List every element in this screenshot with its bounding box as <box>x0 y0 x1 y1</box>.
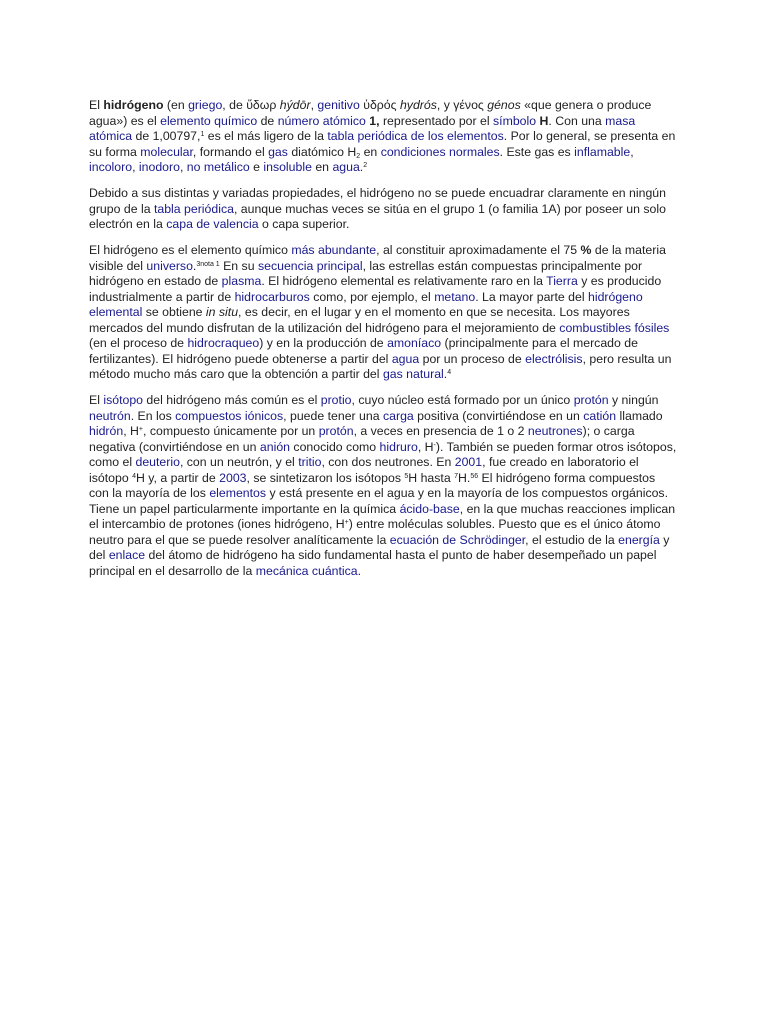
text-run: en <box>360 144 381 159</box>
wiki-link[interactable]: metano <box>434 289 476 304</box>
wiki-link[interactable]: tabla periódica <box>153 201 234 216</box>
text-run: , se sintetizaron los isótopos <box>246 470 405 485</box>
text-run: , puede tener una <box>283 408 383 423</box>
text-run: H y, a partir de <box>135 470 220 485</box>
text-run: El <box>89 393 104 407</box>
wiki-link[interactable]: más abundante <box>291 243 377 257</box>
text-run: , <box>630 144 634 159</box>
wiki-link[interactable]: tritio <box>298 455 322 469</box>
superscript: 5 <box>404 472 409 480</box>
text-run: El <box>89 98 104 112</box>
superscript: + <box>344 519 349 526</box>
wiki-link[interactable]: hidruro <box>379 439 418 454</box>
text-run: y es producido industrialmente a partir de <box>89 274 662 304</box>
paragraph-classification <box>89 186 677 233</box>
text-run: del átomo de hidrógeno ha sido fundamental hasta el punto de haber desempeñado un papel principal en el desarrollo de la <box>89 548 657 578</box>
wiki-link[interactable]: gas <box>268 144 288 159</box>
wiki-link[interactable]: gas natural <box>382 367 444 381</box>
text-run: , y γένος <box>436 98 488 112</box>
text-run: (principalmente para el mercado de fertilizantes). El hidrógeno puede obtenerse a partir del <box>89 336 638 366</box>
text-run: (en el proceso de <box>89 336 188 350</box>
wiki-link[interactable]: catión <box>583 408 617 423</box>
text-run: ) y en la producción de <box>259 336 388 350</box>
text-run: , aunque muchas veces se sitúa en el grupo 1 (o familia 1A) por poseer un solo electrón en la <box>89 201 666 231</box>
text-run: , formando el <box>192 144 269 159</box>
wiki-link[interactable]: tabla periódica de los elementos <box>327 129 504 143</box>
text-run: , pero resulta un método mucho más caro que la obtención a partir del <box>89 351 672 381</box>
wiki-link[interactable]: electrólisis <box>525 351 583 366</box>
text-run: , en la que muchas reacciones implican el intercambio de protones (iones hidrógeno, H <box>89 501 676 531</box>
article-body <box>89 98 677 590</box>
wiki-link[interactable]: elemento químico <box>160 113 258 128</box>
wiki-link[interactable]: neutrones <box>527 424 583 438</box>
wiki-link[interactable]: isótopo <box>103 393 144 407</box>
text-run: positiva (convirtiéndose en un <box>413 408 584 423</box>
wiki-link[interactable]: 2001 <box>454 455 483 469</box>
wiki-link[interactable]: insoluble <box>263 160 312 174</box>
wiki-link[interactable]: deuterio <box>135 455 180 469</box>
italic-text: hýdōr <box>279 98 311 112</box>
text-run: , H <box>123 424 139 438</box>
wiki-link[interactable]: ácido-base <box>399 501 460 516</box>
text-run: por un proceso de <box>419 351 526 366</box>
wiki-link[interactable]: hidrón <box>89 424 124 438</box>
text-run: . La mayor parte del <box>475 289 588 304</box>
text-run: llamado <box>616 408 663 423</box>
text-run: de la materia visible del <box>89 243 666 273</box>
text-run: , compuesto únicamente por un <box>143 424 319 438</box>
italic-text: hydrós <box>399 98 437 112</box>
text-run: , cuyo núcleo está formado por un único <box>351 393 574 407</box>
text-run: Debido a sus distintas y variadas propiedades, el hidrógeno no se puede encuadrar claramente en ningún grupo de la <box>89 186 666 216</box>
bold-text: 1, <box>369 113 380 128</box>
text-run: ); o carga negativa (convirtiéndose en un <box>89 424 635 454</box>
wiki-link[interactable]: protón <box>573 393 609 407</box>
text-run: , es decir, en el lugar y en el momento en que se necesita. Los mayores mercados del mundo disfrutan de la utilización del hidrógeno para el mejoramiento de <box>89 305 630 335</box>
text-run: , <box>179 160 187 174</box>
superscript: 4 <box>132 472 136 480</box>
text-run: se obtiene <box>142 305 206 319</box>
wiki-link[interactable]: genitivo <box>317 98 360 112</box>
wiki-link[interactable]: secuencia principal <box>257 258 363 273</box>
superscript: 3nota 1 <box>196 260 220 268</box>
text-run: «que genera o produce agua») es el <box>89 98 652 128</box>
text-run: , <box>132 160 139 174</box>
wiki-link[interactable]: neutrón <box>89 408 131 423</box>
text-run: y ningún <box>608 393 659 407</box>
text-run: , de ὕδωρ <box>222 98 280 112</box>
wiki-link[interactable]: compuestos iónicos <box>175 408 284 423</box>
text-run: representado por el <box>379 113 494 128</box>
text-run: y del <box>89 532 670 562</box>
wiki-link[interactable]: símbolo <box>493 113 537 128</box>
wiki-link[interactable]: mecánica cuántica <box>255 563 358 578</box>
wiki-link[interactable]: inflamable <box>574 144 631 159</box>
text-run: El hidrógeno es el elemento químico <box>89 243 292 257</box>
text-run: ). También se pueden formar otros isótopos, como el <box>89 439 677 469</box>
wiki-link[interactable]: anión <box>259 439 290 454</box>
bold-text: hidrógeno <box>103 98 164 112</box>
text-run: (en <box>163 98 189 112</box>
wiki-link[interactable]: 2003 <box>219 470 247 485</box>
wiki-link[interactable]: amoníaco <box>387 336 442 350</box>
text-run: como, por ejemplo, el <box>309 289 435 304</box>
text-run: y está presente en el agua y en la mayoría de los compuestos orgánicos. Tiene un papel particularmente importante en la química <box>89 486 668 516</box>
wiki-link[interactable]: molecular <box>140 144 193 159</box>
superscript: - <box>433 441 436 449</box>
text-run: . <box>359 160 364 174</box>
wiki-link[interactable]: Tierra <box>546 274 578 288</box>
text-run: de <box>257 113 278 128</box>
bold-text: % <box>580 243 592 257</box>
text-run: del hidrógeno más común es el <box>143 393 321 407</box>
text-run: ὑδρός <box>359 98 400 112</box>
text-run: . En los <box>130 408 176 423</box>
text-run: H. <box>458 470 471 485</box>
wiki-link[interactable]: número atómico <box>277 113 366 128</box>
paragraph-abundance <box>89 243 677 383</box>
wiki-link[interactable]: universo <box>146 258 193 273</box>
wiki-link[interactable]: protio <box>320 393 352 407</box>
wiki-link[interactable]: no metálico <box>186 160 250 174</box>
italic-text: génos <box>487 98 521 112</box>
wiki-link[interactable]: griego <box>188 98 223 112</box>
text-run: , <box>310 98 318 112</box>
text-run: o capa superior. <box>258 217 350 231</box>
text-run: , con dos neutrones. En <box>321 455 455 469</box>
superscript: 7 <box>454 472 458 480</box>
text-run: . El hidrógeno elemental es relativamente raro en la <box>261 274 547 288</box>
wiki-link[interactable]: hidrógeno elemental <box>89 289 643 319</box>
superscript: 56 <box>470 472 479 480</box>
text-run: . Con una <box>548 113 606 128</box>
wiki-link[interactable]: energía <box>618 532 660 547</box>
wiki-link[interactable]: condiciones normales <box>380 144 500 159</box>
text-run: diatómico H <box>287 144 357 159</box>
text-run: conocido como <box>290 439 380 454</box>
wiki-link[interactable]: hidrocarburos <box>234 289 310 304</box>
text-run: e <box>249 160 264 174</box>
wiki-link[interactable]: elementos <box>209 486 267 500</box>
wiki-link[interactable]: agua <box>391 351 420 366</box>
wiki-link[interactable]: hidrocraqueo <box>187 336 260 350</box>
text-run: ) entre moléculas solubles. Puesto que es el único átomo neutro para el que se puede resolver analíticamente la <box>89 517 661 547</box>
text-run: , las estrellas están compuestas principalmente por hidrógeno en estado de <box>89 258 643 288</box>
superscript: 1 <box>200 131 205 138</box>
wiki-link[interactable]: protón <box>318 424 354 438</box>
bold-text: H <box>539 113 549 128</box>
superscript: 4 <box>447 369 452 376</box>
paragraph-intro <box>89 98 677 176</box>
text-run: , con un neutrón, y el <box>179 455 299 469</box>
wiki-link[interactable]: incoloro <box>89 160 133 174</box>
text-run: . <box>357 563 362 578</box>
text-run: , fue creado en laboratorio el isótopo <box>89 455 639 485</box>
text-run: . Por lo general, se presenta en su forma <box>89 129 676 159</box>
superscript: 2 <box>363 162 368 169</box>
wiki-link[interactable]: capa de valencia <box>166 217 259 231</box>
text-run: de 1,00797, <box>132 129 201 143</box>
wiki-link[interactable]: agua <box>332 160 360 174</box>
subscript: 2 <box>356 152 361 160</box>
wiki-link[interactable]: ecuación de Schrödinger <box>389 532 526 547</box>
wiki-link[interactable]: carga <box>382 408 414 423</box>
text-run: en <box>311 160 333 174</box>
wiki-link[interactable]: plasma <box>221 274 262 288</box>
text-run: , H <box>417 439 434 454</box>
italic-text: in situ <box>205 305 239 319</box>
text-run: . <box>443 367 448 381</box>
text-run: En su <box>219 258 258 273</box>
wiki-link[interactable]: combustibles fósiles <box>559 320 670 335</box>
text-run: . Este gas es <box>499 144 575 159</box>
text-run: , al constituir aproximadamente el 75 <box>376 243 581 257</box>
superscript: + <box>138 426 143 433</box>
wiki-link[interactable]: masa atómica <box>89 113 636 143</box>
wiki-link[interactable]: inodoro <box>138 160 180 174</box>
text-run: El hidrógeno forma compuestos con la mayoría de los <box>89 470 656 500</box>
text-run: , el estudio de la <box>525 532 619 547</box>
paragraph-isotopes <box>89 393 677 579</box>
text-run: es el más ligero de la <box>204 129 328 143</box>
text-run: , a veces en presencia de 1 o 2 <box>353 424 528 438</box>
wiki-link[interactable]: enlace <box>108 548 146 562</box>
text-run: . <box>192 258 197 273</box>
text-run: H hasta <box>408 470 455 485</box>
